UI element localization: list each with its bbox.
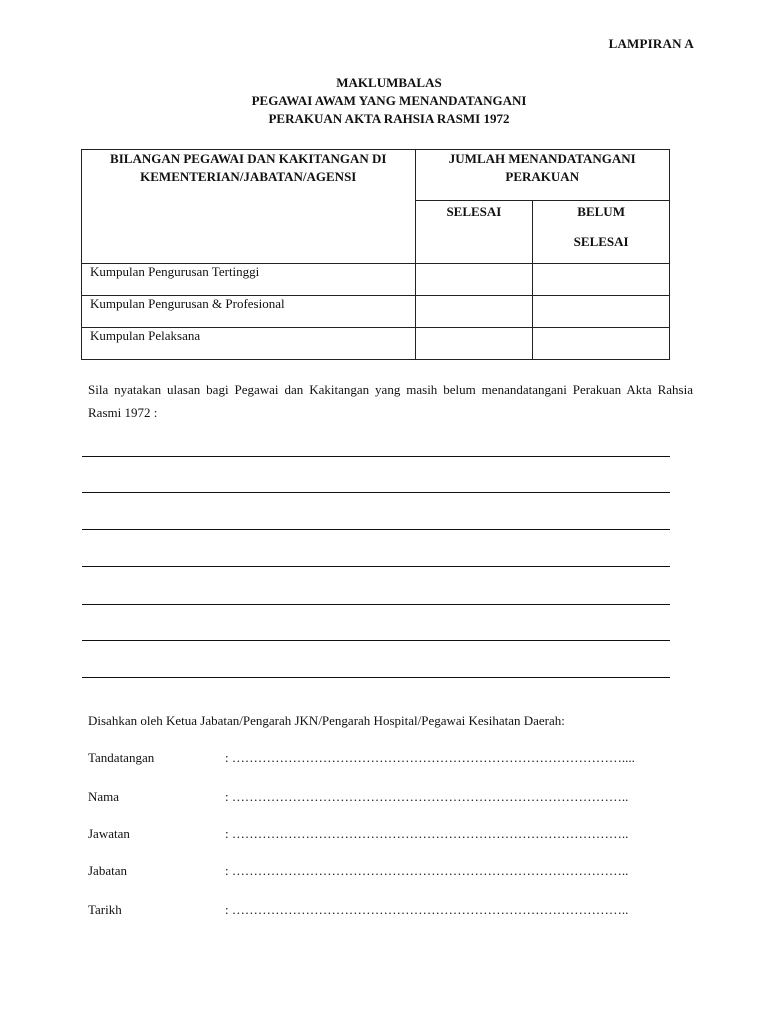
table-row <box>82 328 670 360</box>
header-signed-total <box>415 150 669 201</box>
department-label: Jabatan <box>88 863 127 878</box>
header-signed-total-line1: JUMLAH MENANDATANGANI <box>448 151 636 166</box>
position-field-row <box>88 826 678 844</box>
header-staff-count-line2: KEMENTERIAN/JABATAN/AGENSI <box>140 169 357 184</box>
cell-not-done-input[interactable] <box>533 328 670 360</box>
subheader-done-label: SELESAI <box>446 204 502 219</box>
header-staff-count <box>82 150 416 264</box>
comment-line[interactable] <box>82 677 670 678</box>
signature-field-row <box>88 750 678 768</box>
signatory-table <box>81 149 670 360</box>
row-label-top-management: Kumpulan Pengurusan Tertinggi <box>82 264 416 296</box>
table-row <box>82 296 670 328</box>
name-field-row <box>88 789 678 807</box>
approval-statement: Disahkan oleh Ketua Jabatan/Pengarah JKN/Pengarah Hospital/Pegawai Kesihatan Daerah: <box>88 713 565 728</box>
header-staff-count-line1: BILANGAN PEGAWAI DAN KAKITANGAN DI <box>110 151 387 166</box>
title-line-3: PERAKUAN AKTA RAHSIA RASMI 1972 <box>268 111 510 126</box>
comment-instruction: Sila nyatakan ulasan bagi Pegawai dan Kakitangan yang masih belum menandatangani Perakuan Akta Rahsia Rasmi 1972 : <box>88 382 693 420</box>
name-input[interactable]: : ……………………………………………………………………………….. <box>225 789 629 804</box>
cell-done-input[interactable] <box>415 328 533 360</box>
position-label: Jawatan <box>88 826 130 841</box>
document-title <box>0 74 768 128</box>
comment-line[interactable] <box>82 604 670 605</box>
subheader-done <box>415 201 533 264</box>
department-field-row <box>88 863 678 881</box>
comment-line[interactable] <box>82 640 670 641</box>
subheader-not-done-line2: SELESAI <box>573 234 629 249</box>
cell-not-done-input[interactable] <box>533 264 670 296</box>
title-line-1: MAKLUMBALAS <box>336 75 442 90</box>
name-label: Nama <box>88 789 120 804</box>
signature-input[interactable]: : ……………………………………………………………………………….... <box>225 750 635 765</box>
comment-line[interactable] <box>82 529 670 530</box>
position-input[interactable]: : ……………………………………………………………………………….. <box>225 826 629 841</box>
cell-done-input[interactable] <box>415 296 533 328</box>
cell-not-done-input[interactable] <box>533 296 670 328</box>
date-label: Tarikh <box>88 902 122 917</box>
department-input[interactable]: : ……………………………………………………………………………….. <box>225 863 629 878</box>
row-label-implementer: Kumpulan Pelaksana <box>82 328 416 360</box>
table-row <box>82 264 670 296</box>
title-line-2: PEGAWAI AWAM YANG MENANDATANGANI <box>251 93 527 108</box>
signature-label: Tandatangan <box>88 750 155 765</box>
subheader-not-done <box>533 201 670 264</box>
comment-line[interactable] <box>82 566 670 567</box>
comment-line[interactable] <box>82 456 670 457</box>
annex-label: LAMPIRAN A <box>608 36 694 51</box>
date-input[interactable]: : ……………………………………………………………………………….. <box>225 902 629 917</box>
comment-line[interactable] <box>82 492 670 493</box>
subheader-not-done-line1: BELUM <box>577 204 625 219</box>
header-signed-total-line2: PERAKUAN <box>505 169 580 184</box>
date-field-row <box>88 902 678 920</box>
row-label-management-professional: Kumpulan Pengurusan & Profesional <box>82 296 416 328</box>
cell-done-input[interactable] <box>415 264 533 296</box>
